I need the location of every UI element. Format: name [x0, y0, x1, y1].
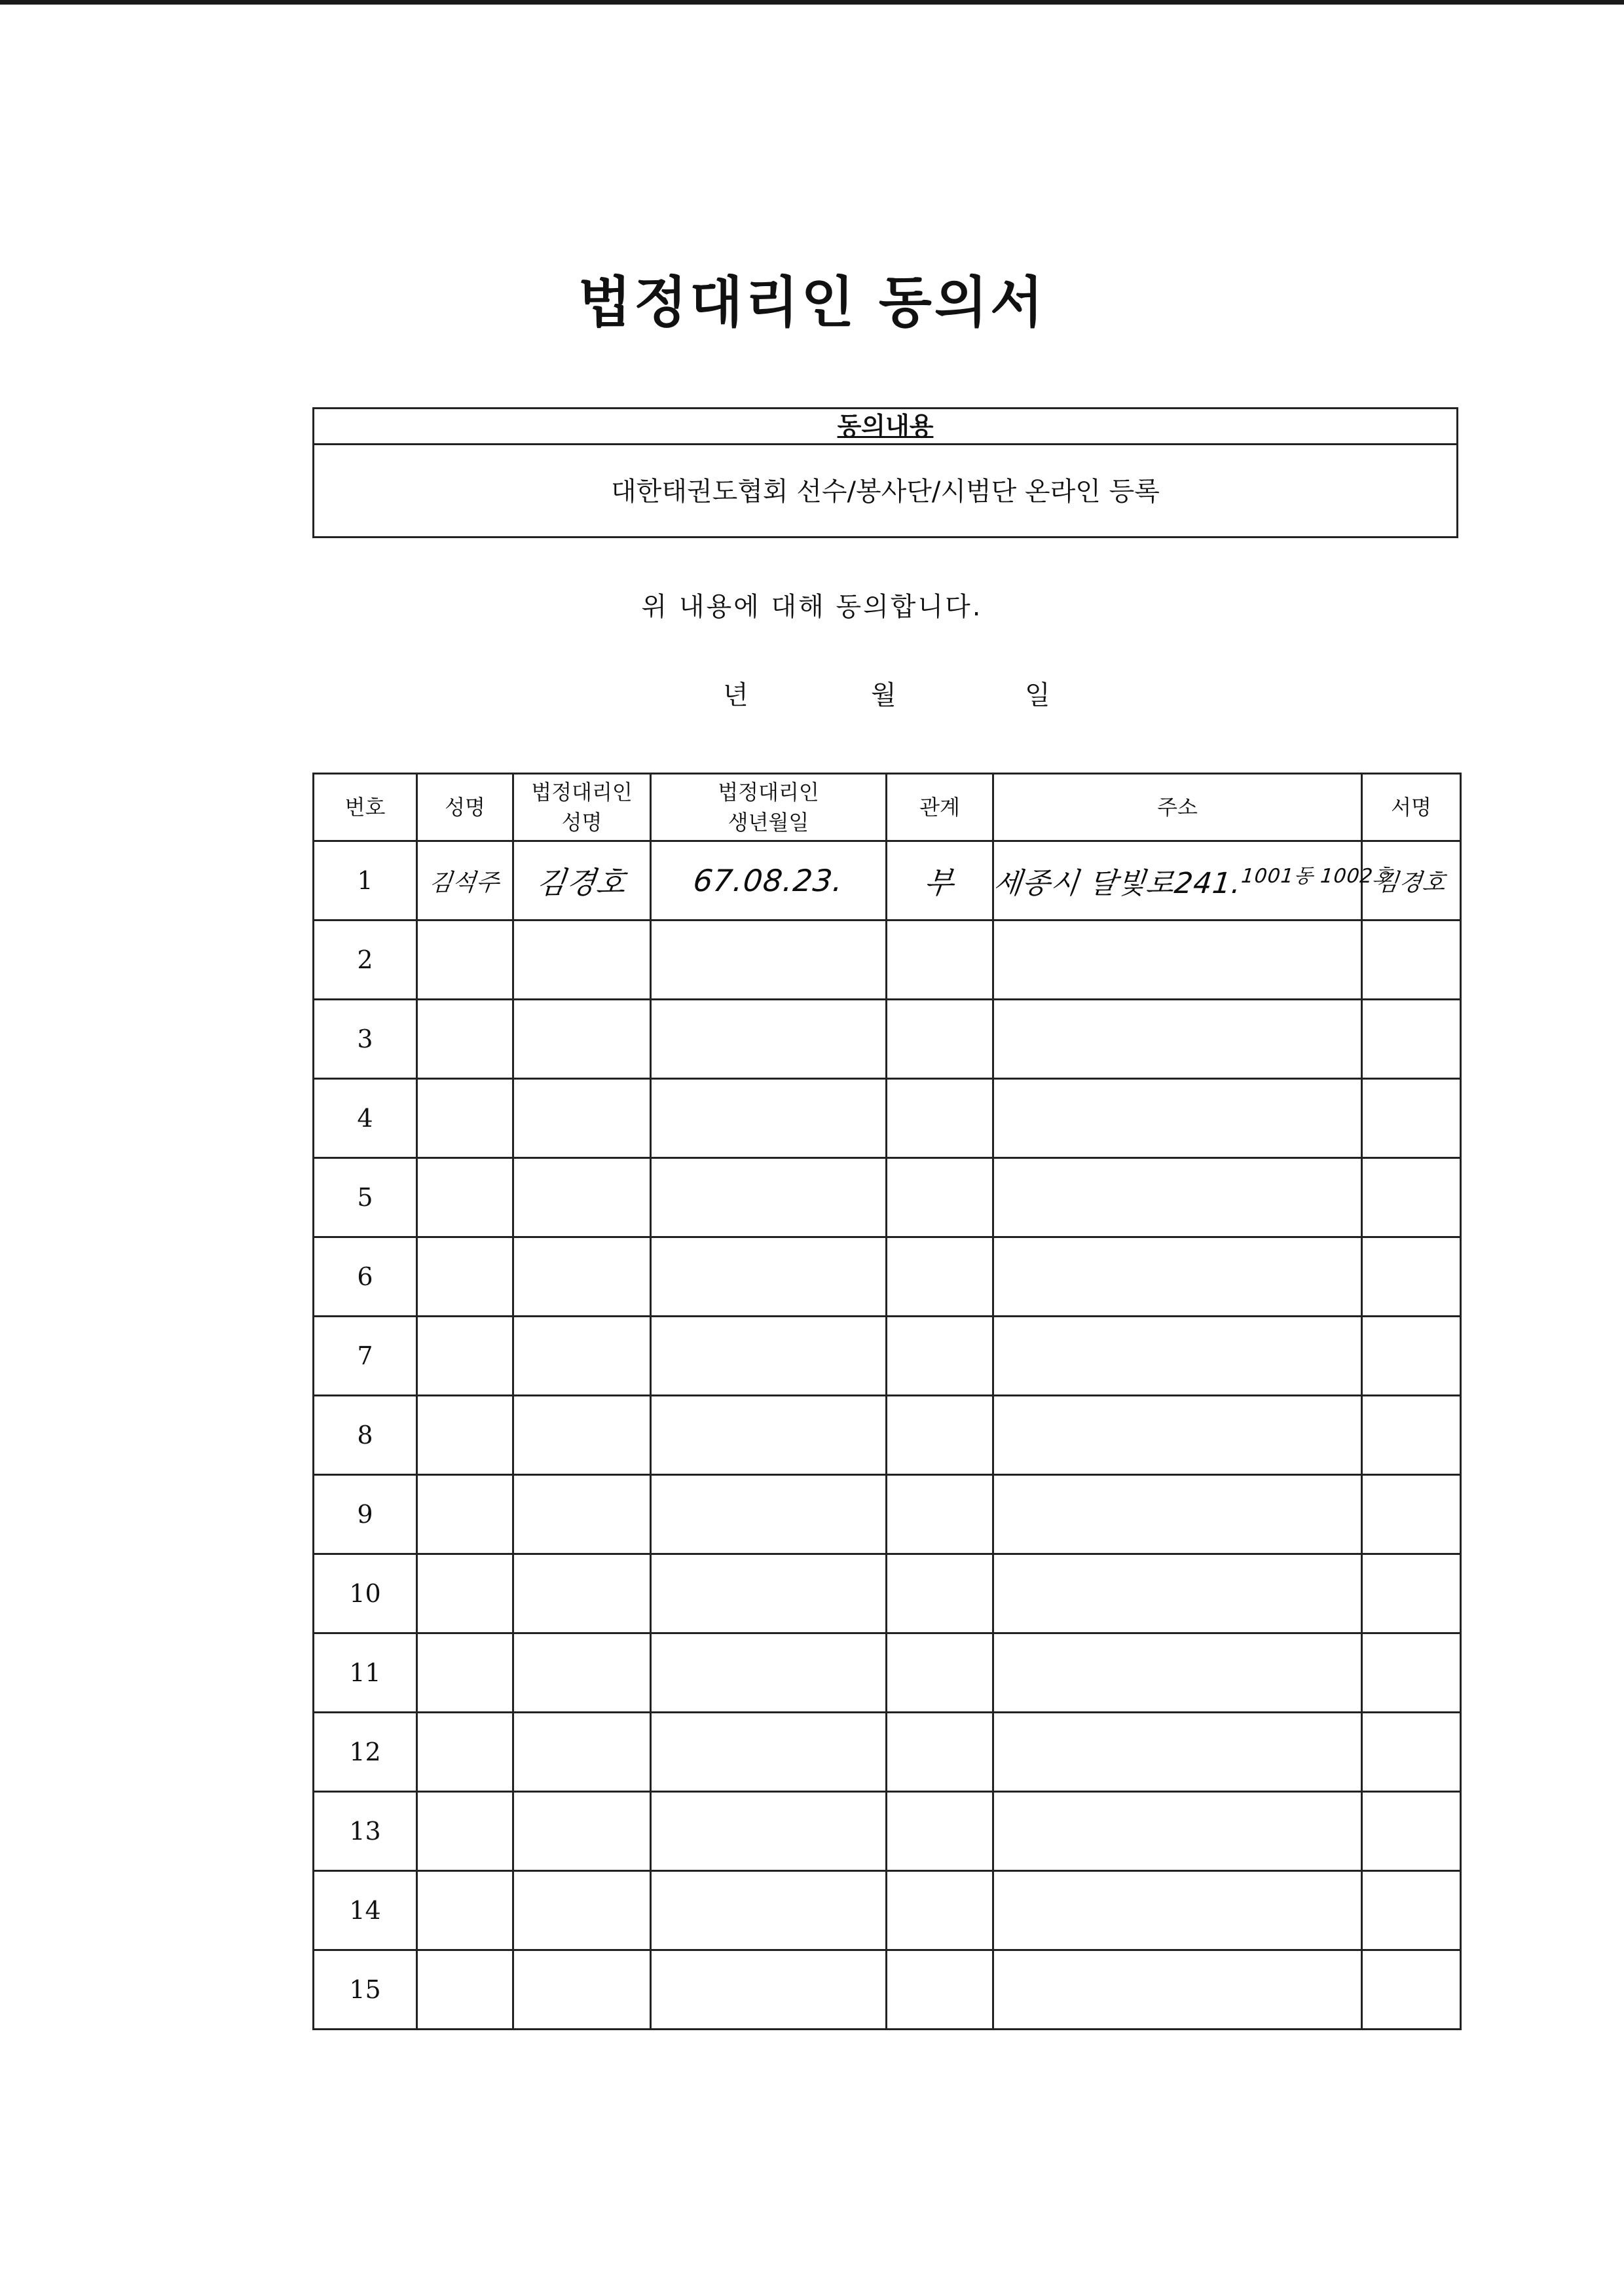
cell-no: 6 [314, 1237, 417, 1317]
cell-address [993, 1079, 1362, 1158]
handwritten-name: 김석주 [428, 869, 502, 896]
cell-guardian-name [513, 920, 651, 1000]
cell-relation [887, 1950, 993, 2030]
cell-no: 3 [314, 1000, 417, 1079]
cell-signature [1362, 1633, 1461, 1713]
table-row [314, 1950, 1461, 2030]
header-guardian-birth-line1: 법정대리인 [718, 780, 819, 805]
handwritten-address: 세종시 달빛로241. [991, 867, 1244, 900]
cell-no: 15 [314, 1950, 417, 2030]
cell-guardian-name [513, 1554, 651, 1633]
table-row [314, 1475, 1461, 1554]
header-guardian-name [513, 774, 651, 841]
cell-relation [887, 1554, 993, 1633]
cell-name [417, 1792, 513, 1871]
cell-address [993, 920, 1362, 1000]
cell-guardian-name [513, 1079, 651, 1158]
date-year-label: 년 [723, 680, 748, 710]
cell-name [417, 1554, 513, 1633]
handwritten-address-unit: 1001동 1002호 [1240, 865, 1394, 888]
cell-no: 8 [314, 1396, 417, 1475]
cell-guardian-birth [651, 1554, 887, 1633]
header-guardian-birth [651, 774, 887, 841]
consent-content-box [312, 407, 1458, 538]
table-row [314, 1633, 1461, 1713]
cell-relation [887, 1158, 993, 1237]
cell-signature [1362, 1237, 1461, 1317]
cell-guardian-name [513, 1317, 651, 1396]
table-row [314, 920, 1461, 1000]
table-row [314, 1237, 1461, 1317]
cell-relation [887, 1871, 993, 1950]
cell-guardian-birth [651, 1713, 887, 1792]
cell-guardian-name [513, 1950, 651, 2030]
header-signature: 서명 [1362, 774, 1461, 841]
agreement-statement: 위 내용에 대해 동의합니다. [641, 592, 983, 622]
cell-relation [887, 1317, 993, 1396]
header-name: 성명 [417, 774, 513, 841]
scan-edge [0, 0, 1624, 5]
cell-address [993, 1950, 1362, 2030]
consent-header: 동의내용 [314, 409, 1456, 445]
cell-relation [887, 1000, 993, 1079]
header-relation: 관계 [887, 774, 993, 841]
cell-name [417, 1950, 513, 2030]
cell-signature [1362, 841, 1461, 920]
cell-no: 7 [314, 1317, 417, 1396]
cell-name [417, 1713, 513, 1792]
cell-guardian-birth [651, 1317, 887, 1396]
cell-guardian-birth [651, 1950, 887, 2030]
cell-guardian-birth [651, 1633, 887, 1713]
cell-no: 4 [314, 1079, 417, 1158]
cell-signature [1362, 1000, 1461, 1079]
cell-address [993, 1475, 1362, 1554]
cell-signature [1362, 1158, 1461, 1237]
cell-guardian-birth [651, 1871, 887, 1950]
cell-signature [1362, 1792, 1461, 1871]
cell-no: 14 [314, 1871, 417, 1950]
cell-guardian-birth [651, 841, 887, 920]
cell-guardian-birth [651, 1396, 887, 1475]
handwritten-guardian-name: 김경호 [535, 865, 629, 900]
table-row [314, 1871, 1461, 1950]
cell-signature [1362, 1554, 1461, 1633]
cell-address [993, 1554, 1362, 1633]
cell-address [991, 841, 1394, 920]
date-line [0, 674, 1624, 714]
cell-no: 1 [314, 841, 417, 920]
date-month-label: 월 [871, 680, 896, 710]
table-row [314, 1158, 1461, 1237]
cell-name [417, 1237, 513, 1317]
cell-no: 12 [314, 1713, 417, 1792]
cell-relation [887, 1237, 993, 1317]
cell-name [417, 1317, 513, 1396]
header-guardian-name-line1: 법정대리인 [531, 780, 633, 805]
cell-guardian-name [513, 1713, 651, 1792]
cell-address [993, 1792, 1362, 1871]
cell-name [417, 1079, 513, 1158]
cell-relation [887, 1633, 993, 1713]
cell-relation [887, 841, 993, 920]
cell-no: 13 [314, 1792, 417, 1871]
cell-guardian-name [513, 1237, 651, 1317]
cell-name [417, 1475, 513, 1554]
cell-relation [887, 1079, 993, 1158]
cell-address [993, 1317, 1362, 1396]
cell-address [993, 1000, 1362, 1079]
date-day-label: 일 [1025, 680, 1050, 710]
cell-relation [887, 1713, 993, 1792]
cell-name [417, 1396, 513, 1475]
cell-name [417, 1633, 513, 1713]
header-guardian-birth-line2: 생년월일 [728, 810, 809, 835]
cell-no: 5 [314, 1158, 417, 1237]
table-row [314, 1317, 1461, 1396]
cell-guardian-birth [651, 1079, 887, 1158]
consent-body: 대한태권도협회 선수/봉사단/시범단 온라인 등록 [611, 477, 1160, 507]
cell-relation [887, 920, 993, 1000]
cell-guardian-birth [651, 1237, 887, 1317]
cell-signature [1362, 1871, 1461, 1950]
cell-name [417, 1871, 513, 1950]
handwritten-birth: 67.08.23. [692, 863, 845, 898]
header-no: 번호 [314, 774, 417, 841]
cell-guardian-name [513, 1475, 651, 1554]
cell-guardian-name [513, 1158, 651, 1237]
table-row [314, 841, 1461, 920]
cell-no: 2 [314, 920, 417, 1000]
cell-relation [887, 1792, 993, 1871]
table-header-row [314, 774, 1461, 841]
cell-signature [1362, 1079, 1461, 1158]
cell-guardian-birth [651, 1000, 887, 1079]
table-row [314, 1713, 1461, 1792]
cell-guardian-birth [651, 920, 887, 1000]
cell-name [417, 920, 513, 1000]
cell-address [993, 1158, 1362, 1237]
cell-name [417, 1158, 513, 1237]
handwritten-signature: 김경호 [1374, 869, 1448, 896]
cell-signature [1362, 1317, 1461, 1396]
cell-signature [1362, 920, 1461, 1000]
table-row [314, 1396, 1461, 1475]
cell-name [417, 841, 513, 920]
cell-guardian-name [513, 1000, 651, 1079]
cell-guardian-name [513, 1633, 651, 1713]
cell-name [417, 1000, 513, 1079]
cell-guardian-name [513, 1792, 651, 1871]
cell-no: 10 [314, 1554, 417, 1633]
cell-relation [887, 1396, 993, 1475]
cell-guardian-birth [651, 1792, 887, 1871]
cell-signature [1362, 1475, 1461, 1554]
cell-relation [887, 1475, 993, 1554]
cell-address [993, 1713, 1362, 1792]
cell-guardian-birth [651, 1158, 887, 1237]
cell-guardian-name [513, 841, 651, 920]
cell-signature [1362, 1396, 1461, 1475]
cell-signature [1362, 1950, 1461, 2030]
cell-address [993, 1396, 1362, 1475]
cell-no: 11 [314, 1633, 417, 1713]
table-row [314, 1554, 1461, 1633]
table-row [314, 1792, 1461, 1871]
handwritten-relation: 부 [923, 865, 957, 900]
cell-guardian-birth [651, 1475, 887, 1554]
table-row [314, 1000, 1461, 1079]
header-guardian-name-line2: 성명 [561, 810, 602, 835]
cell-address [993, 1633, 1362, 1713]
registration-table [312, 773, 1462, 2030]
document-title: 법정대리인 동의서 [578, 270, 1046, 335]
cell-address [993, 1871, 1362, 1950]
table-row [314, 1079, 1461, 1158]
header-address: 주소 [993, 774, 1362, 841]
cell-guardian-name [513, 1871, 651, 1950]
cell-address [993, 1237, 1362, 1317]
cell-signature [1362, 1713, 1461, 1792]
cell-guardian-name [513, 1396, 651, 1475]
cell-no: 9 [314, 1475, 417, 1554]
